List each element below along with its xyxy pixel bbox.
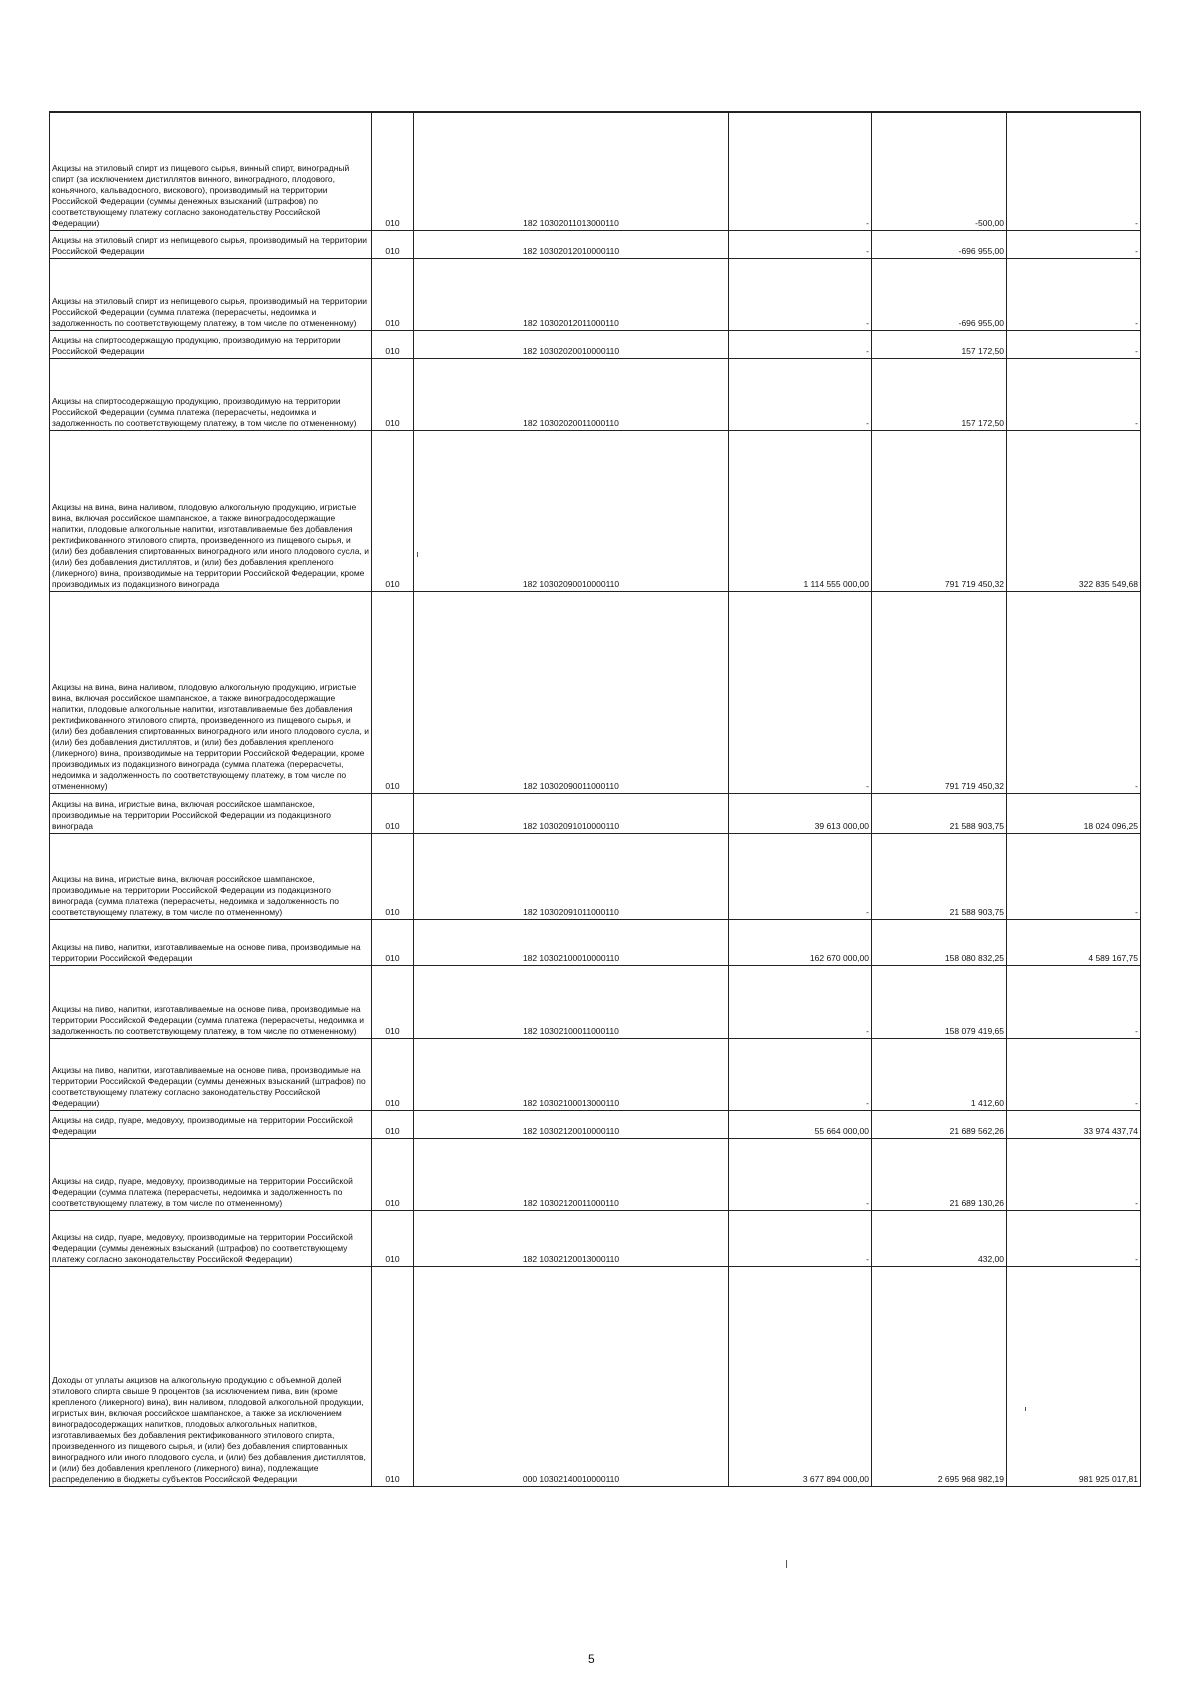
unexecuted-amount-cell: - xyxy=(1007,112,1141,230)
executed-amount-cell: 21 689 562,26 xyxy=(872,1110,1007,1138)
classification-code-cell: 182 10302020011000110 xyxy=(414,358,729,430)
executed-amount-cell: 157 172,50 xyxy=(872,330,1007,358)
table-row xyxy=(50,1110,1141,1138)
planned-amount-cell: 3 677 894 000,00 xyxy=(729,1266,872,1486)
executed-amount-cell: 2 695 968 982,19 xyxy=(872,1266,1007,1486)
income-name-cell: Акцизы на вина, вина наливом, плодовую алкогольную продукцию, игристые вина, включая российское шампанское, а также виноградосодержащие напитки, плодовые алкогольные напитки, изготавливаемые без добавления ректификованного этилового спирта, произведенного из пищевого сырья, и (или) без добавления спиртованных виноградного или иного плодового сусла, и (или) без добавления дистиллятов, и (или) без добавления крепленого (ликерного) вина, производимые на территории Российской Федерации, кроме производимых из подакцизного винограда xyxy=(50,430,372,591)
income-name-cell: Акцизы на спиртосодержащую продукцию, производимую на территории Российской Федерации (сумма платежа (перерасчеты, недоимка и задолженность по соответствующему платежу, в том числе по отмененному) xyxy=(50,358,372,430)
table-row xyxy=(50,1266,1141,1486)
unexecuted-amount-cell: 322 835 549,68 xyxy=(1007,430,1141,591)
line-code-cell: 010 xyxy=(372,330,414,358)
table-row xyxy=(50,358,1141,430)
line-code-cell: 010 xyxy=(372,358,414,430)
income-name-cell: Акцизы на вина, игристые вина, включая российское шампанское, производимые на территории Российской Федерации из подакцизного винограда xyxy=(50,793,372,833)
income-name-cell: Акцизы на сидр, пуаре, медовуху, производимые на территории Российской Федерации (суммы денежных взысканий (штрафов) по соответствующему платежу согласно законодательству Российской Федерации) xyxy=(50,1210,372,1266)
executed-amount-cell: -696 955,00 xyxy=(872,258,1007,330)
table-row xyxy=(50,258,1141,330)
classification-code-cell: 182 10302120013000110 xyxy=(414,1210,729,1266)
table-row xyxy=(50,1210,1141,1266)
line-code-cell: 010 xyxy=(372,1110,414,1138)
unexecuted-amount-cell: - xyxy=(1007,1138,1141,1210)
income-name-cell: Акцизы на сидр, пуаре, медовуху, производимые на территории Российской Федерации xyxy=(50,1110,372,1138)
planned-amount-cell: - xyxy=(729,258,872,330)
income-name-cell: Акцизы на вина, игристые вина, включая российское шампанское, производимые на территории Российской Федерации из подакцизного винограда (сумма платежа (перерасчеты, недоимка и задолженность по соответствующему платежу, в том числе по отмененному) xyxy=(50,833,372,919)
planned-amount-cell: 55 664 000,00 xyxy=(729,1110,872,1138)
planned-amount-cell: - xyxy=(729,833,872,919)
executed-amount-cell: 21 588 903,75 xyxy=(872,793,1007,833)
line-code-cell: 010 xyxy=(372,1138,414,1210)
unexecuted-amount-cell: 18 024 096,25 xyxy=(1007,793,1141,833)
planned-amount-cell: 1 114 555 000,00 xyxy=(729,430,872,591)
table-row xyxy=(50,793,1141,833)
scan-speck xyxy=(786,1560,787,1568)
line-code-cell: 010 xyxy=(372,112,414,230)
table-row xyxy=(50,430,1141,591)
table-row xyxy=(50,112,1141,230)
planned-amount-cell: - xyxy=(729,591,872,793)
unexecuted-amount-cell: 4 589 167,75 xyxy=(1007,919,1141,965)
scan-speck xyxy=(417,552,418,557)
table-row xyxy=(50,833,1141,919)
income-name-cell: Акцизы на сидр, пуаре, медовуху, производимые на территории Российской Федерации (сумма платежа (перерасчеты, недоимка и задолженность по соответствующему платежу, в том числе по отмененному) xyxy=(50,1138,372,1210)
line-code-cell: 010 xyxy=(372,965,414,1038)
line-code-cell: 010 xyxy=(372,230,414,258)
table-row xyxy=(50,230,1141,258)
classification-code-cell: 182 10302011013000110 xyxy=(414,112,729,230)
table-row xyxy=(50,591,1141,793)
unexecuted-amount-cell: 981 925 017,81 xyxy=(1007,1266,1141,1486)
classification-code-cell: 182 10302090011000110 xyxy=(414,591,729,793)
line-code-cell: 010 xyxy=(372,919,414,965)
page-number: 5 xyxy=(588,1652,595,1666)
classification-code-cell: 000 10302140010000110 xyxy=(414,1266,729,1486)
planned-amount-cell: - xyxy=(729,1138,872,1210)
executed-amount-cell: -696 955,00 xyxy=(872,230,1007,258)
unexecuted-amount-cell: - xyxy=(1007,358,1141,430)
income-name-cell: Акцизы на пиво, напитки, изготавливаемые на основе пива, производимые на территории Российской Федерации (суммы денежных взысканий (штрафов) по соответствующему платежу согласно законодательству Российской Федерации) xyxy=(50,1038,372,1110)
executed-amount-cell: 21 588 903,75 xyxy=(872,833,1007,919)
income-name-cell: Доходы от уплаты акцизов на алкогольную продукцию с объемной долей этилового спирта свыше 9 процентов (за исключением пива, вин (кроме крепленого (ликерного) вина), вин наливом, плодовой алкогольной продукции, игристых вин, включая российское шампанское, а также за исключением виноградосодержащих напитков, плодовых алкогольных напитков, изготавливаемых без добавления ректификованного этилового спирта, произведенного из пищевого сырья, и (или) без добавления спиртованных виноградного или иного плодового сусла, и (или) без добавления дистиллятов, и (или) без добавления крепленого (ликерного) вина), подлежащие распределению в бюджеты субъектов Российской Федерации xyxy=(50,1266,372,1486)
unexecuted-amount-cell: - xyxy=(1007,330,1141,358)
income-name-cell: Акцизы на спиртосодержащую продукцию, производимую на территории Российской Федерации xyxy=(50,330,372,358)
unexecuted-amount-cell: - xyxy=(1007,1210,1141,1266)
unexecuted-amount-cell: - xyxy=(1007,230,1141,258)
planned-amount-cell: - xyxy=(729,230,872,258)
classification-code-cell: 182 10302020010000110 xyxy=(414,330,729,358)
planned-amount-cell: - xyxy=(729,330,872,358)
table-row xyxy=(50,330,1141,358)
income-table xyxy=(49,111,1141,1487)
line-code-cell: 010 xyxy=(372,1038,414,1110)
unexecuted-amount-cell: - xyxy=(1007,833,1141,919)
income-name-cell: Акцизы на этиловый спирт из пищевого сырья, винный спирт, виноградный спирт (за исключением дистиллятов винного, виноградного, плодового, коньячного, кальвадосного, вискового), производимый на территории Российской Федерации (суммы денежных взысканий (штрафов) по соответствующему платежу согласно законодательству Российской Федерации) xyxy=(50,112,372,230)
classification-code-cell: 182 10302090010000110 xyxy=(414,430,729,591)
unexecuted-amount-cell: 33 974 437,74 xyxy=(1007,1110,1141,1138)
classification-code-cell: 182 10302012011000110 xyxy=(414,258,729,330)
executed-amount-cell: 1 412,60 xyxy=(872,1038,1007,1110)
income-name-cell: Акцизы на вина, вина наливом, плодовую алкогольную продукцию, игристые вина, включая российское шампанское, а также виноградосодержащие напитки, плодовые алкогольные напитки, изготавливаемые без добавления ректификованного этилового спирта, произведенного из пищевого сырья, и (или) без добавления спиртованных виноградного или иного плодового сусла, и (или) без добавления дистиллятов, и (или) без добавления крепленого (ликерного) вина, производимые на территории Российской Федерации, кроме производимых из подакцизного винограда (сумма платежа (перерасчеты, недоимка и задолженность по соответствующему платежу, в том числе по отмененному) xyxy=(50,591,372,793)
line-code-cell: 010 xyxy=(372,430,414,591)
executed-amount-cell: 791 719 450,32 xyxy=(872,430,1007,591)
classification-code-cell: 182 10302091011000110 xyxy=(414,833,729,919)
planned-amount-cell: - xyxy=(729,112,872,230)
income-table-body xyxy=(50,112,1141,1486)
planned-amount-cell: 39 613 000,00 xyxy=(729,793,872,833)
table-row xyxy=(50,965,1141,1038)
planned-amount-cell: 162 670 000,00 xyxy=(729,919,872,965)
executed-amount-cell: 158 079 419,65 xyxy=(872,965,1007,1038)
line-code-cell: 010 xyxy=(372,833,414,919)
classification-code-cell: 182 10302100011000110 xyxy=(414,965,729,1038)
income-name-cell: Акцизы на пиво, напитки, изготавливаемые на основе пива, производимые на территории Российской Федерации (сумма платежа (перерасчеты, недоимка и задолженность по соответствующему платежу, в том числе по отмененному) xyxy=(50,965,372,1038)
planned-amount-cell: - xyxy=(729,1210,872,1266)
executed-amount-cell: 791 719 450,32 xyxy=(872,591,1007,793)
executed-amount-cell: 157 172,50 xyxy=(872,358,1007,430)
unexecuted-amount-cell: - xyxy=(1007,1038,1141,1110)
line-code-cell: 010 xyxy=(372,258,414,330)
classification-code-cell: 182 10302091010000110 xyxy=(414,793,729,833)
executed-amount-cell: -500,00 xyxy=(872,112,1007,230)
planned-amount-cell: - xyxy=(729,965,872,1038)
classification-code-cell: 182 10302120011000110 xyxy=(414,1138,729,1210)
unexecuted-amount-cell: - xyxy=(1007,591,1141,793)
table-row xyxy=(50,1038,1141,1110)
income-name-cell: Акцизы на пиво, напитки, изготавливаемые на основе пива, производимые на территории Российской Федерации xyxy=(50,919,372,965)
line-code-cell: 010 xyxy=(372,793,414,833)
table-row xyxy=(50,1138,1141,1210)
planned-amount-cell: - xyxy=(729,358,872,430)
unexecuted-amount-cell: - xyxy=(1007,965,1141,1038)
line-code-cell: 010 xyxy=(372,1210,414,1266)
classification-code-cell: 182 10302100010000110 xyxy=(414,919,729,965)
classification-code-cell: 182 10302120010000110 xyxy=(414,1110,729,1138)
income-name-cell: Акцизы на этиловый спирт из непищевого сырья, производимый на территории Российской Федерации (сумма платежа (перерасчеты, недоимка и задолженность по соответствующему платежу, в том числе по отмененному) xyxy=(50,258,372,330)
planned-amount-cell: - xyxy=(729,1038,872,1110)
line-code-cell: 010 xyxy=(372,591,414,793)
line-code-cell: 010 xyxy=(372,1266,414,1486)
executed-amount-cell: 158 080 832,25 xyxy=(872,919,1007,965)
classification-code-cell: 182 10302100013000110 xyxy=(414,1038,729,1110)
income-name-cell: Акцизы на этиловый спирт из непищевого сырья, производимый на территории Российской Федерации xyxy=(50,230,372,258)
executed-amount-cell: 21 689 130,26 xyxy=(872,1138,1007,1210)
table-row xyxy=(50,919,1141,965)
unexecuted-amount-cell: - xyxy=(1007,258,1141,330)
classification-code-cell: 182 10302012010000110 xyxy=(414,230,729,258)
scan-speck xyxy=(1025,1407,1026,1411)
executed-amount-cell: 432,00 xyxy=(872,1210,1007,1266)
